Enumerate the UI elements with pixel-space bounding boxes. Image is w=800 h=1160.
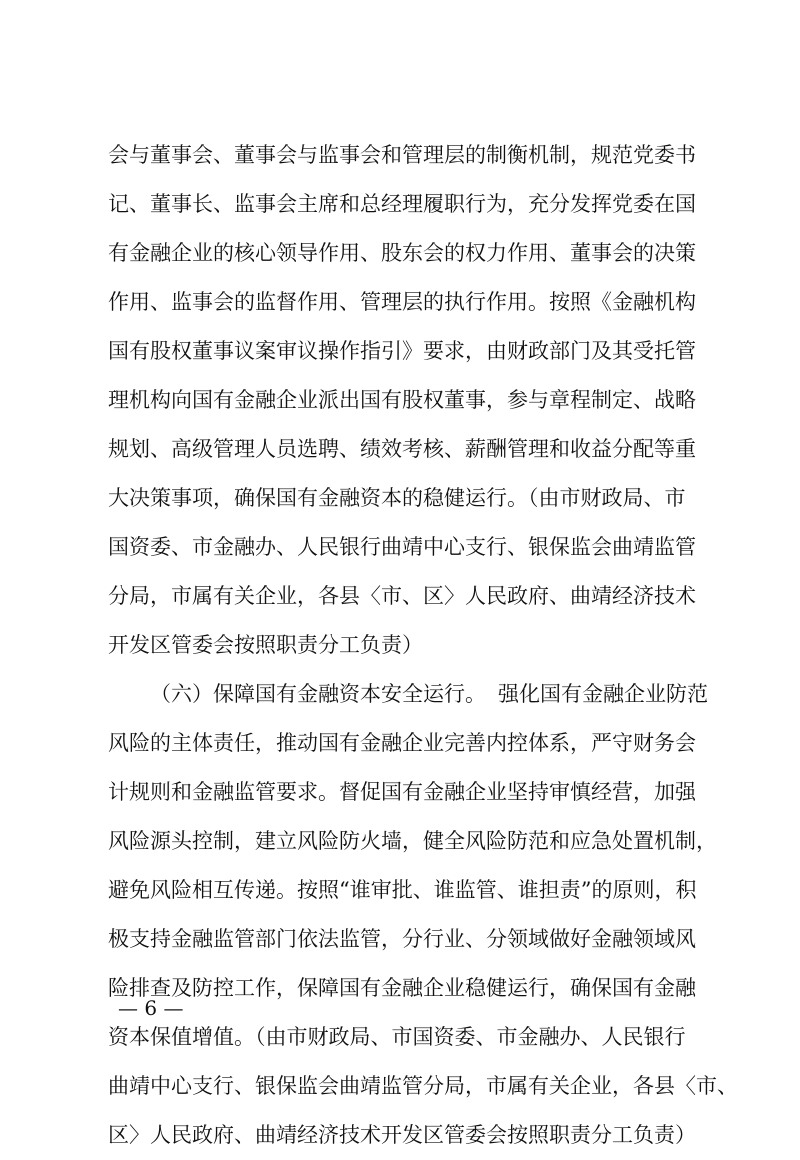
text-line: 曲靖中心支行、银保监会曲靖监管分局，市属有关企业，各县〈市、 [108,1074,738,1098]
text-line: 记、董事长、监事会主席和总经理履职行为，充分发挥党委在国 [108,192,696,216]
text-line: 区〉人民政府、曲靖经济技术开发区管委会按照职责分工负责） [108,1123,696,1147]
text-line: 规划、高级管理人员选聘、绩效考核、薪酬管理和收益分配等重 [108,437,696,461]
text-line: 计规则和金融监管要求。督促国有金融企业坚持审慎经营，加强 [108,780,696,804]
text-line: 作用、监事会的监督作用、管理层的执行作用。按照《金融机构 [108,290,696,314]
page-number: — 6 — [118,996,184,1020]
text-line: 分局，市属有关企业，各县〈市、区〉人民政府、曲靖经济技术 [108,584,696,608]
text-line: 国资委、市金融办、人民银行曲靖中心支行、银保监会曲靖监管 [108,535,696,559]
paragraph-first-line [108,670,708,719]
text-line: 会与董事会、董事会与监事会和管理层的制衡机制，规范党委书 [108,143,696,167]
text-line: 有金融企业的核心领导作用、股东会的权力作用、董事会的决策 [108,241,696,265]
text-line: 极支持金融监管部门依法监管，分行业、分领域做好金融领域风 [108,927,696,951]
text-line: 大决策事项，确保国有金融资本的稳健运行。（由市财政局、市 [108,486,686,510]
text-line: 理机构向国有金融企业派出国有股权董事，参与章程制定、战略 [108,388,696,412]
paragraph-1 [108,131,708,670]
section-heading: （六）保障国有金融资本安全运行。 [150,682,486,706]
text-line: 风险源头控制，建立风险防火墙，健全风险防范和应急处置机制， [108,829,717,853]
first-line-text: 强化国有金融企业防范 [498,682,708,706]
paragraph-2 [108,670,738,1160]
text-line: 国有股权董事议案审议操作指引》要求，由财政部门及其受托管 [108,339,696,363]
text-line: 险排查及防控工作，保障国有金融企业稳健运行，确保国有金融 [108,976,696,1000]
text-line: 避免风险相互传递。按照“谁审批、谁监管、谁担责”的原则，积 [108,878,697,902]
text-line: 风险的主体责任，推动国有金融企业完善内控体系，严守财务会 [108,731,696,755]
text-line: 资本保值增值。（由市财政局、市国资委、市金融办、人民银行 [108,1025,686,1049]
text-line: 开发区管委会按照职责分工负责） [108,633,423,657]
